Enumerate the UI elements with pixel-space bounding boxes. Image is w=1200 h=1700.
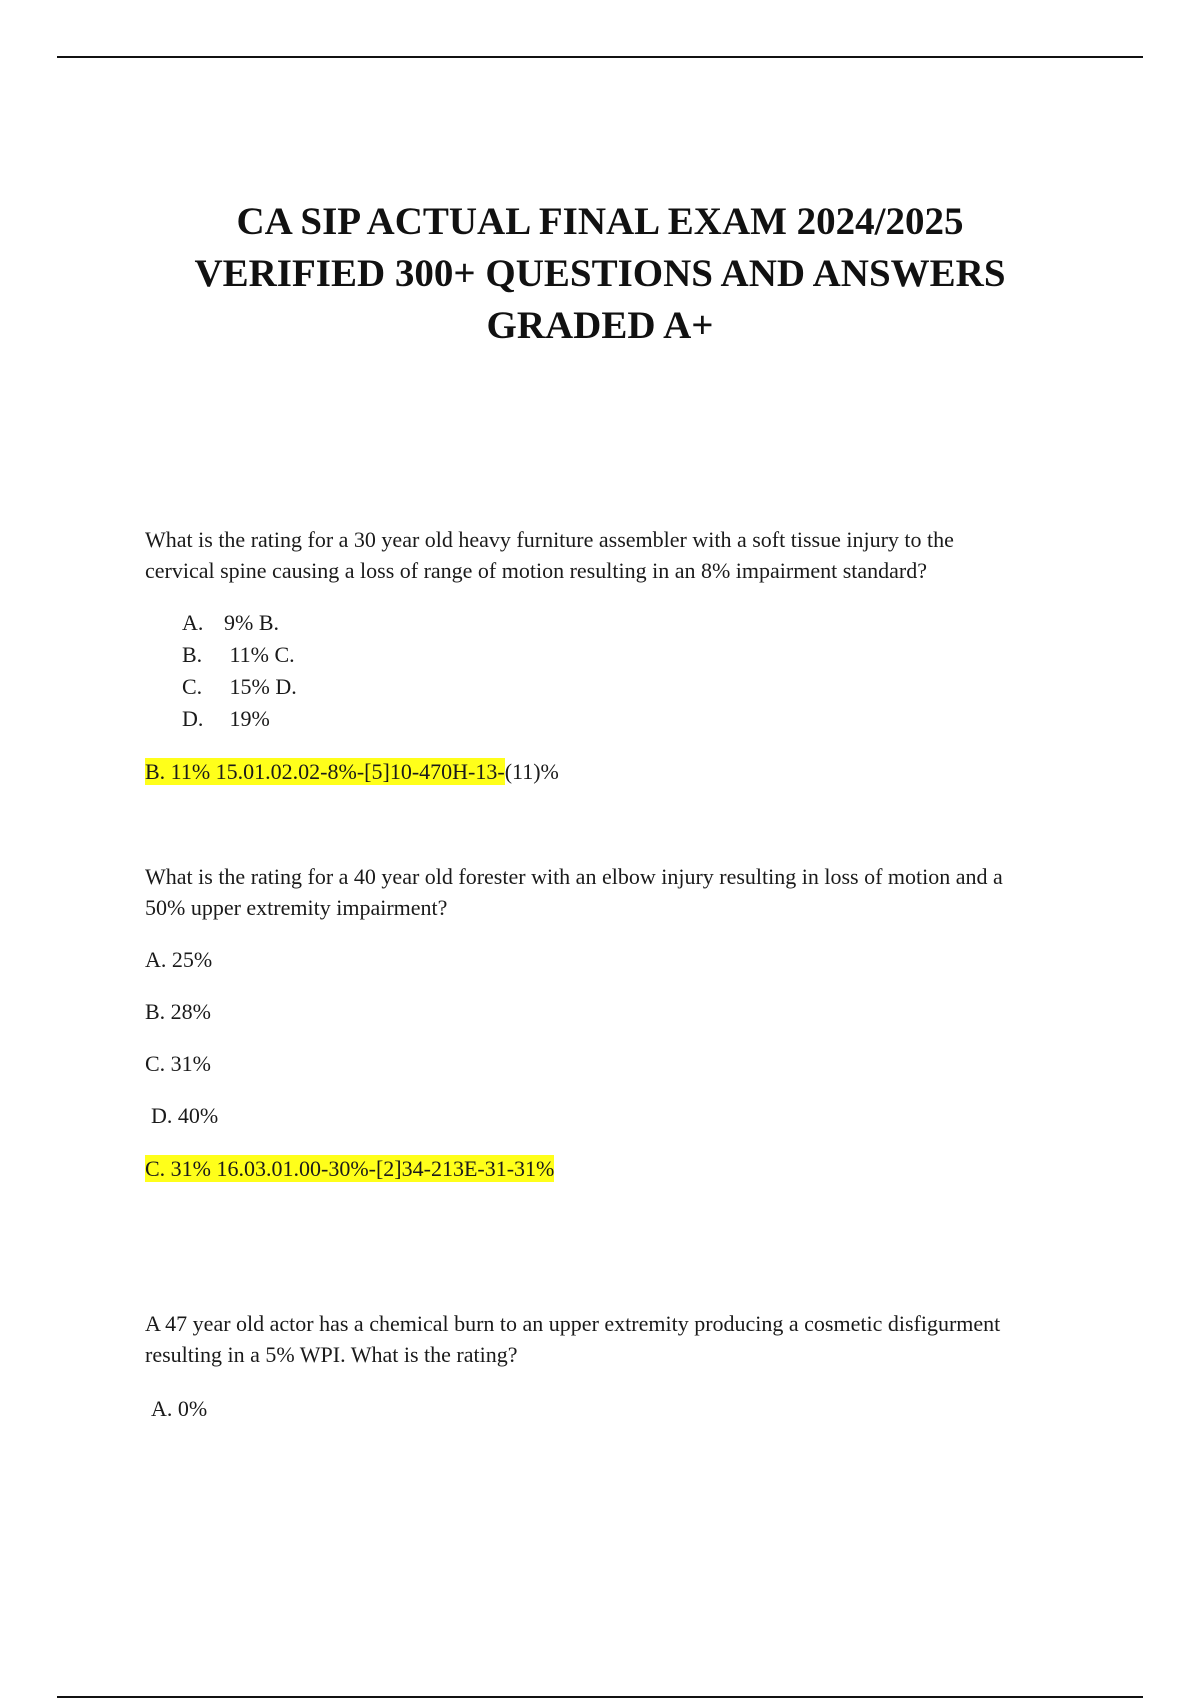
question-1-options xyxy=(182,607,297,735)
stem-line: What is the rating for a 40 year old forester with an elbow injury resulting in loss of motion and a xyxy=(145,864,1003,889)
answer-highlight: C. 31% 16.03.01.00-30%-[2]34-213E-31-31% xyxy=(145,1156,555,1181)
option-b: B. 28% xyxy=(145,999,211,1024)
question-3-stem xyxy=(145,1308,1095,1370)
question-2-answer xyxy=(145,1155,554,1183)
option-b: B. 11% C. xyxy=(182,642,295,667)
option-a: A. 0% xyxy=(151,1396,208,1421)
title-line: VERIFIED 300+ QUESTIONS AND ANSWERS xyxy=(194,252,1006,295)
option-d: D. 19% xyxy=(182,706,270,731)
option-d: D. 40% xyxy=(151,1103,219,1128)
question-1-stem xyxy=(145,524,1095,586)
title-line: CA SIP ACTUAL FINAL EXAM 2024/2025 xyxy=(236,200,964,243)
stem-line: A 47 year old actor has a chemical burn to an upper extremity producing a cosmetic disfigurment xyxy=(145,1311,1001,1336)
option-a: A. 9% B. xyxy=(182,610,279,635)
option-c: C. 15% D. xyxy=(182,674,297,699)
answer-highlight: B. 11% 15.01.02.02-8%-[5]10-470H-13- xyxy=(145,759,505,784)
title-line: GRADED A+ xyxy=(486,304,714,347)
footer-rule xyxy=(57,1696,1143,1698)
stem-line: 50% upper extremity impairment? xyxy=(145,895,448,920)
stem-line: What is the rating for a 30 year old heavy furniture assembler with a soft tissue injury to the xyxy=(145,527,954,552)
document-title xyxy=(0,196,1200,352)
question-2-stem xyxy=(145,861,1095,923)
answer-tail: (11)% xyxy=(504,759,559,784)
option-a: A. 25% xyxy=(145,947,213,972)
question-1-answer xyxy=(145,758,559,786)
option-c: C. 31% xyxy=(145,1051,211,1076)
stem-line: resulting in a 5% WPI. What is the rating? xyxy=(145,1342,518,1367)
stem-line: cervical spine causing a loss of range of motion resulting in an 8% impairment standard? xyxy=(145,558,927,583)
header-rule xyxy=(57,56,1143,58)
